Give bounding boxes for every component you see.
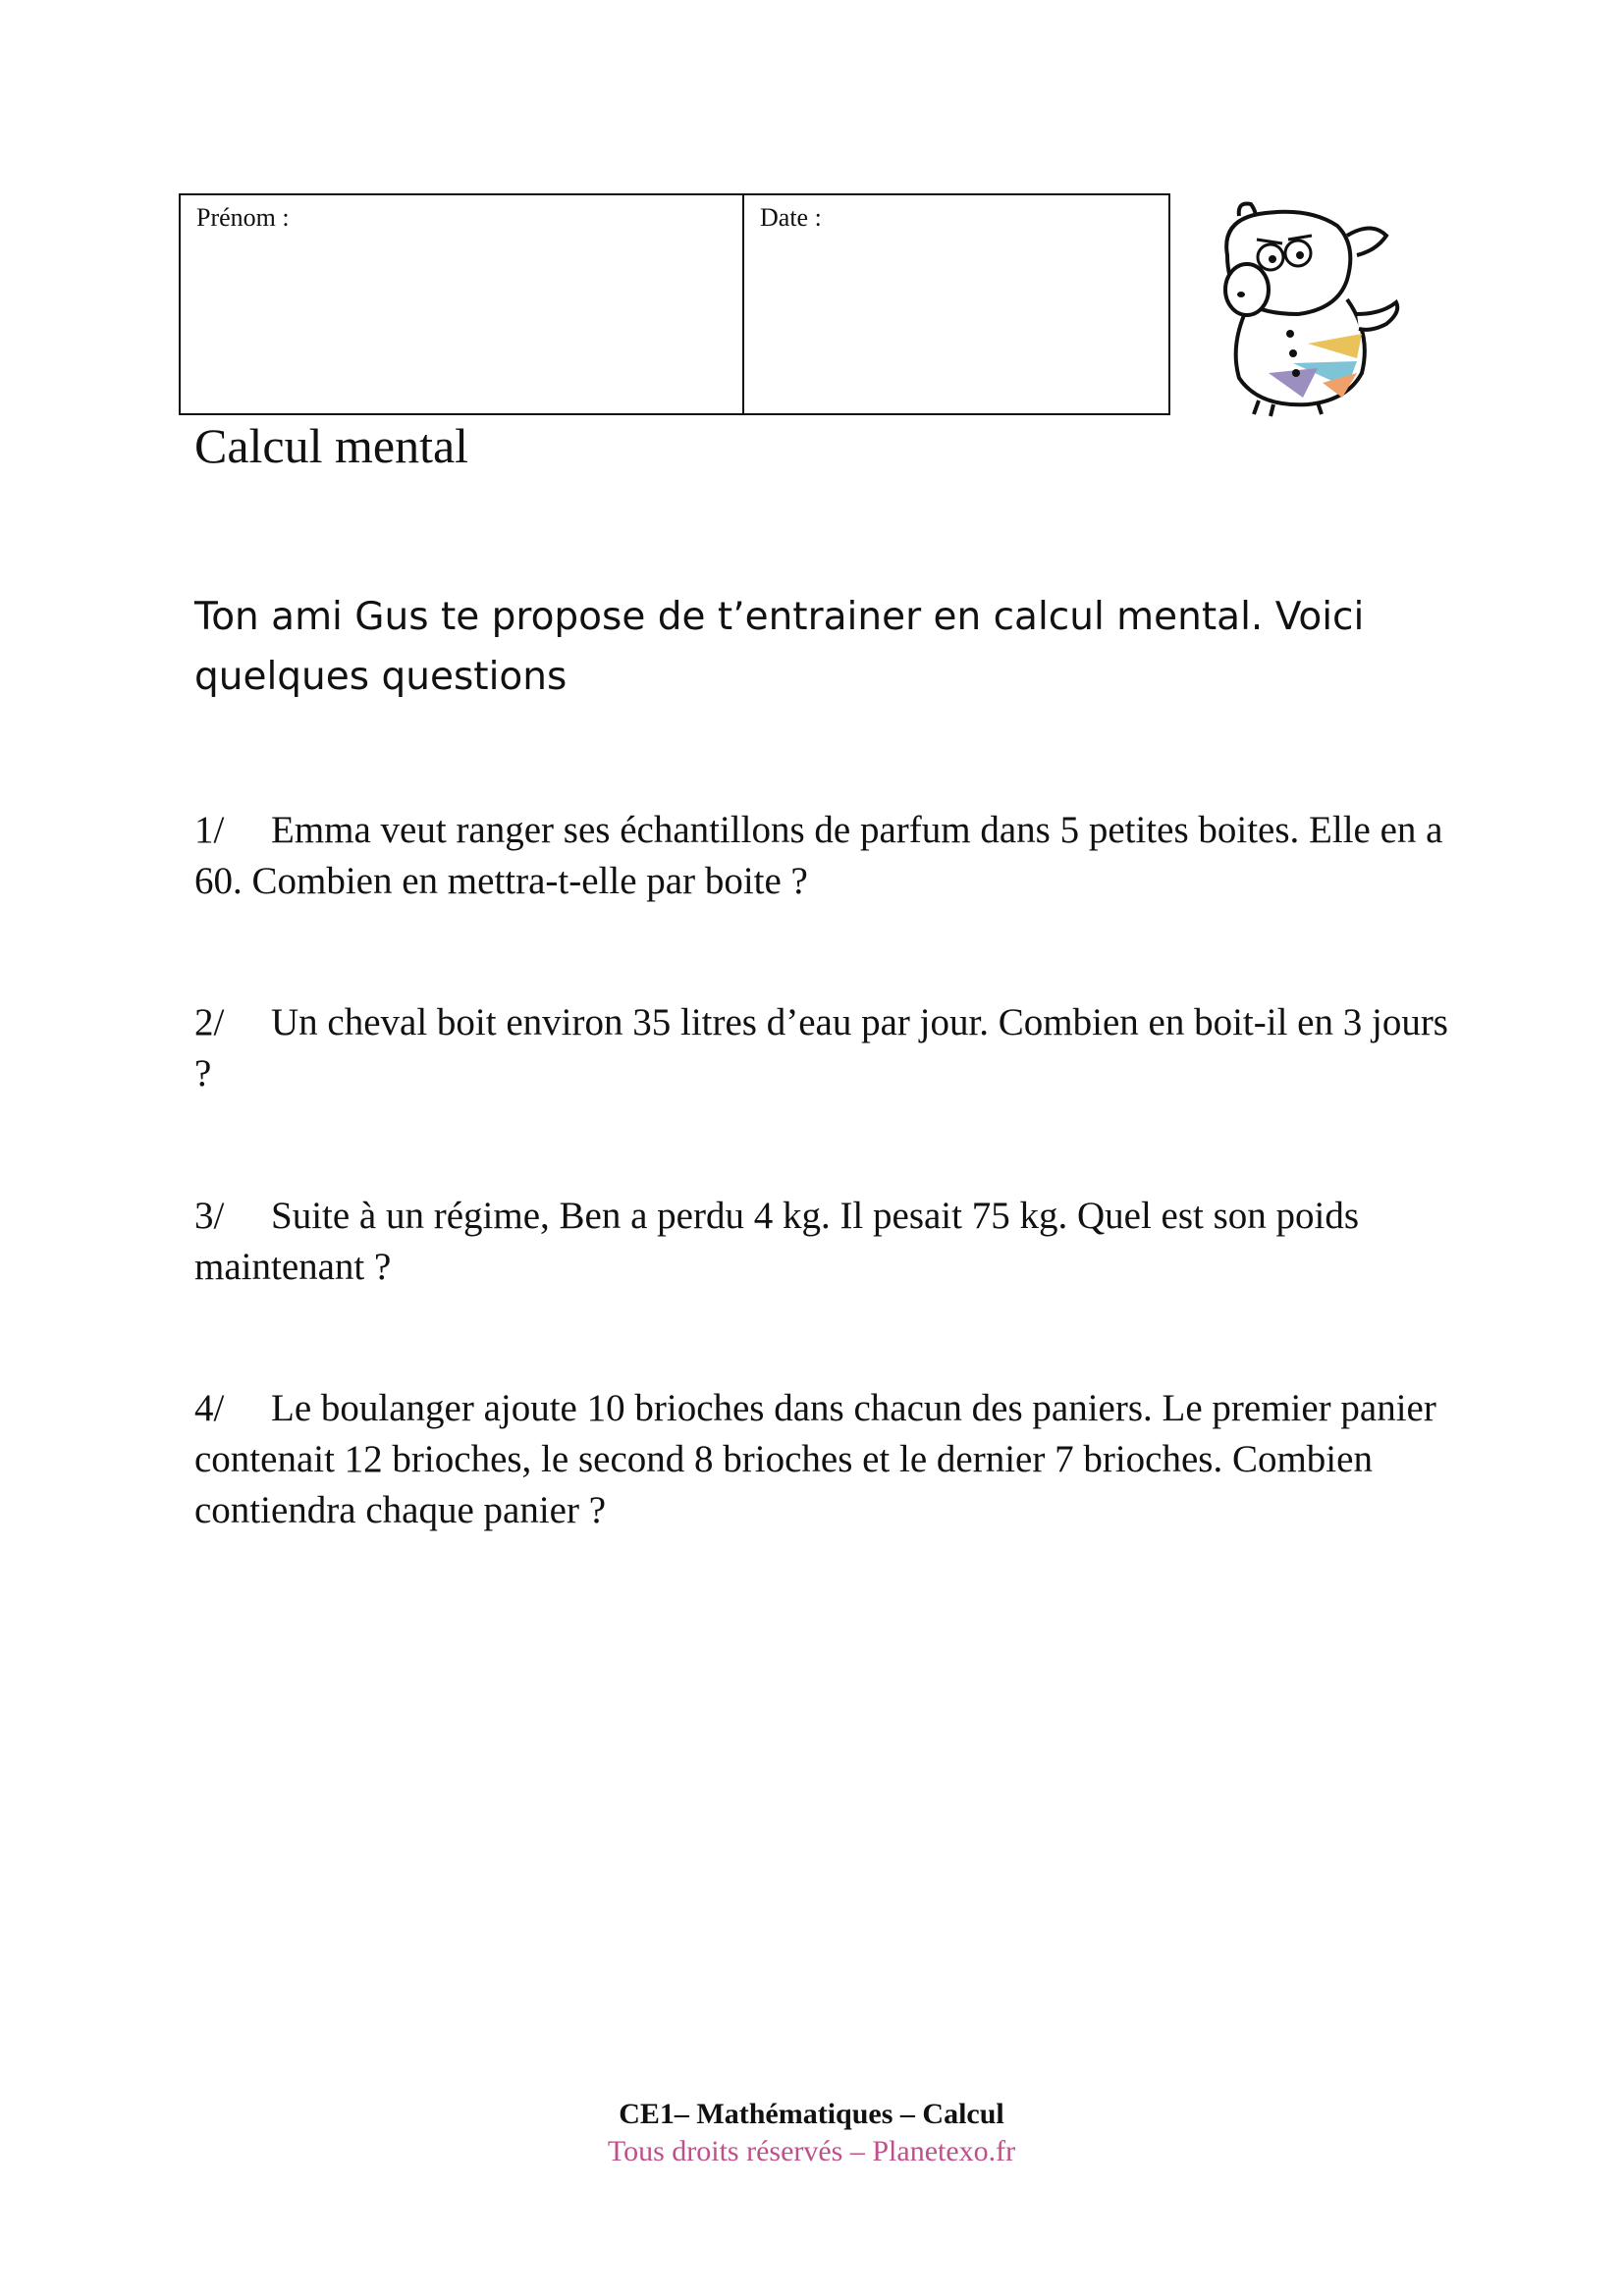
footer-copyright[interactable]: Tous droits réservés – Planetexo.fr bbox=[607, 2135, 1016, 2167]
question-text: Un cheval boit environ 35 litres d’eau par jour. Combien en boit-il en 3 jours ? bbox=[194, 1001, 1448, 1095]
name-date-box bbox=[179, 193, 1170, 415]
question-number: 2/ bbox=[194, 1001, 225, 1043]
footer-subject: CE1– Mathématiques – Calcul bbox=[619, 2098, 1004, 2130]
question-text: Suite à un régime, Ben a perdu 4 kg. Il pesait 75 kg. Quel est son poids maintenant ? bbox=[194, 1195, 1360, 1288]
question-4 bbox=[194, 1383, 1471, 1536]
question-2 bbox=[194, 997, 1471, 1099]
intro-text: Ton ami Gus te propose de t’entrainer en calcul mental. Voici quelques questions bbox=[194, 595, 1365, 699]
question-text: Le boulanger ajoute 10 brioches dans chacun des paniers. Le premier panier contenait 12 brioches, le second 8 brioches et le dernier 7 brioches. Combien contiendra chaque panier ? bbox=[194, 1387, 1436, 1531]
question-number: 1/ bbox=[194, 809, 225, 851]
sheep-mascot-icon bbox=[1200, 196, 1416, 417]
question-number: 4/ bbox=[194, 1387, 225, 1429]
prenom-label: Prénom : bbox=[196, 203, 290, 232]
question-number: 3/ bbox=[194, 1195, 225, 1237]
question-1 bbox=[194, 805, 1471, 907]
date-cell[interactable] bbox=[744, 195, 1168, 413]
date-label: Date : bbox=[760, 203, 822, 232]
page-title: Calcul mental bbox=[194, 418, 469, 473]
prenom-cell[interactable] bbox=[181, 195, 744, 413]
question-text: Emma veut ranger ses échantillons de parfum dans 5 petites boites. Elle en a 60. Combien en mettra-t-elle par boite ? bbox=[194, 809, 1443, 902]
question-3 bbox=[194, 1191, 1471, 1293]
